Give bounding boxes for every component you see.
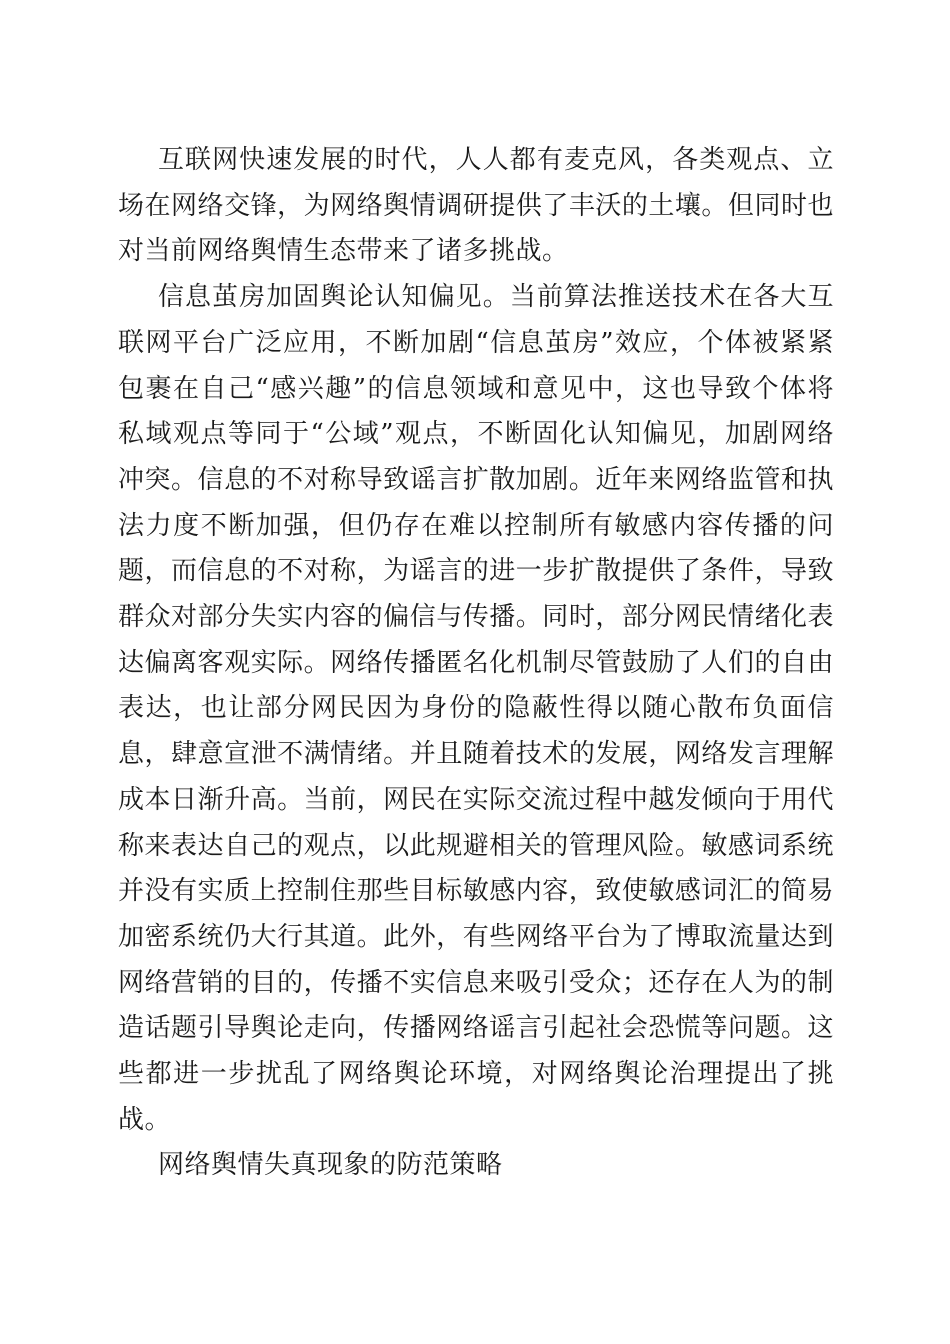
- document-body: [118, 138, 834, 1189]
- paragraph-challenges: 信息茧房加固舆论认知偏见。当前算法推送技术在各大互联网平台广泛应用，不断加剧“信息茧房”效应，个体被紧紧包裹在自己“感兴趣”的信息领域和意见中，这也导致个体将私域观点等同于“公域”观点，不断固化认知偏见，加剧网络冲突。信息的不对称导致谣言扩散加剧。近年来网络监管和执法力度不断加强，但仍存在难以控制所有敏感内容传播的问题，而信息的不对称，为谣言的进一步扩散提供了条件，导致群众对部分失实内容的偏信与传播。同时，部分网民情绪化表达偏离客观实际。网络传播匿名化机制尽管鼓励了人们的自由表达，也让部分网民因为身份的隐蔽性得以随心散布负面信息，肆意宣泄不满情绪。并且随着技术的发展，网络发言理解成本日渐升高。当前，网民在实际交流过程中越发倾向于用代称来表达自己的观点，以此规避相关的管理风险。敏感词系统并没有实质上控制住那些目标敏感内容，致使敏感词汇的简易加密系统仍大行其道。此外，有些网络平台为了博取流量达到网络营销的目的，传播不实信息来吸引受众；还存在人为的制造话题引导舆论走向，传播网络谣言引起社会恐慌等问题。这些都进一步扰乱了网络舆论环境，对网络舆论治理提出了挑战。: [118, 282, 834, 1135]
- paragraph-intro: 互联网快速发展的时代，人人都有麦克风，各类观点、立场在网络交锋，为网络舆情调研提供了丰沃的土壤。但同时也对当前网络舆情生态带来了诸多挑战。: [118, 145, 834, 267]
- section-heading-strategies: 网络舆情失真现象的防范策略: [158, 1150, 503, 1181]
